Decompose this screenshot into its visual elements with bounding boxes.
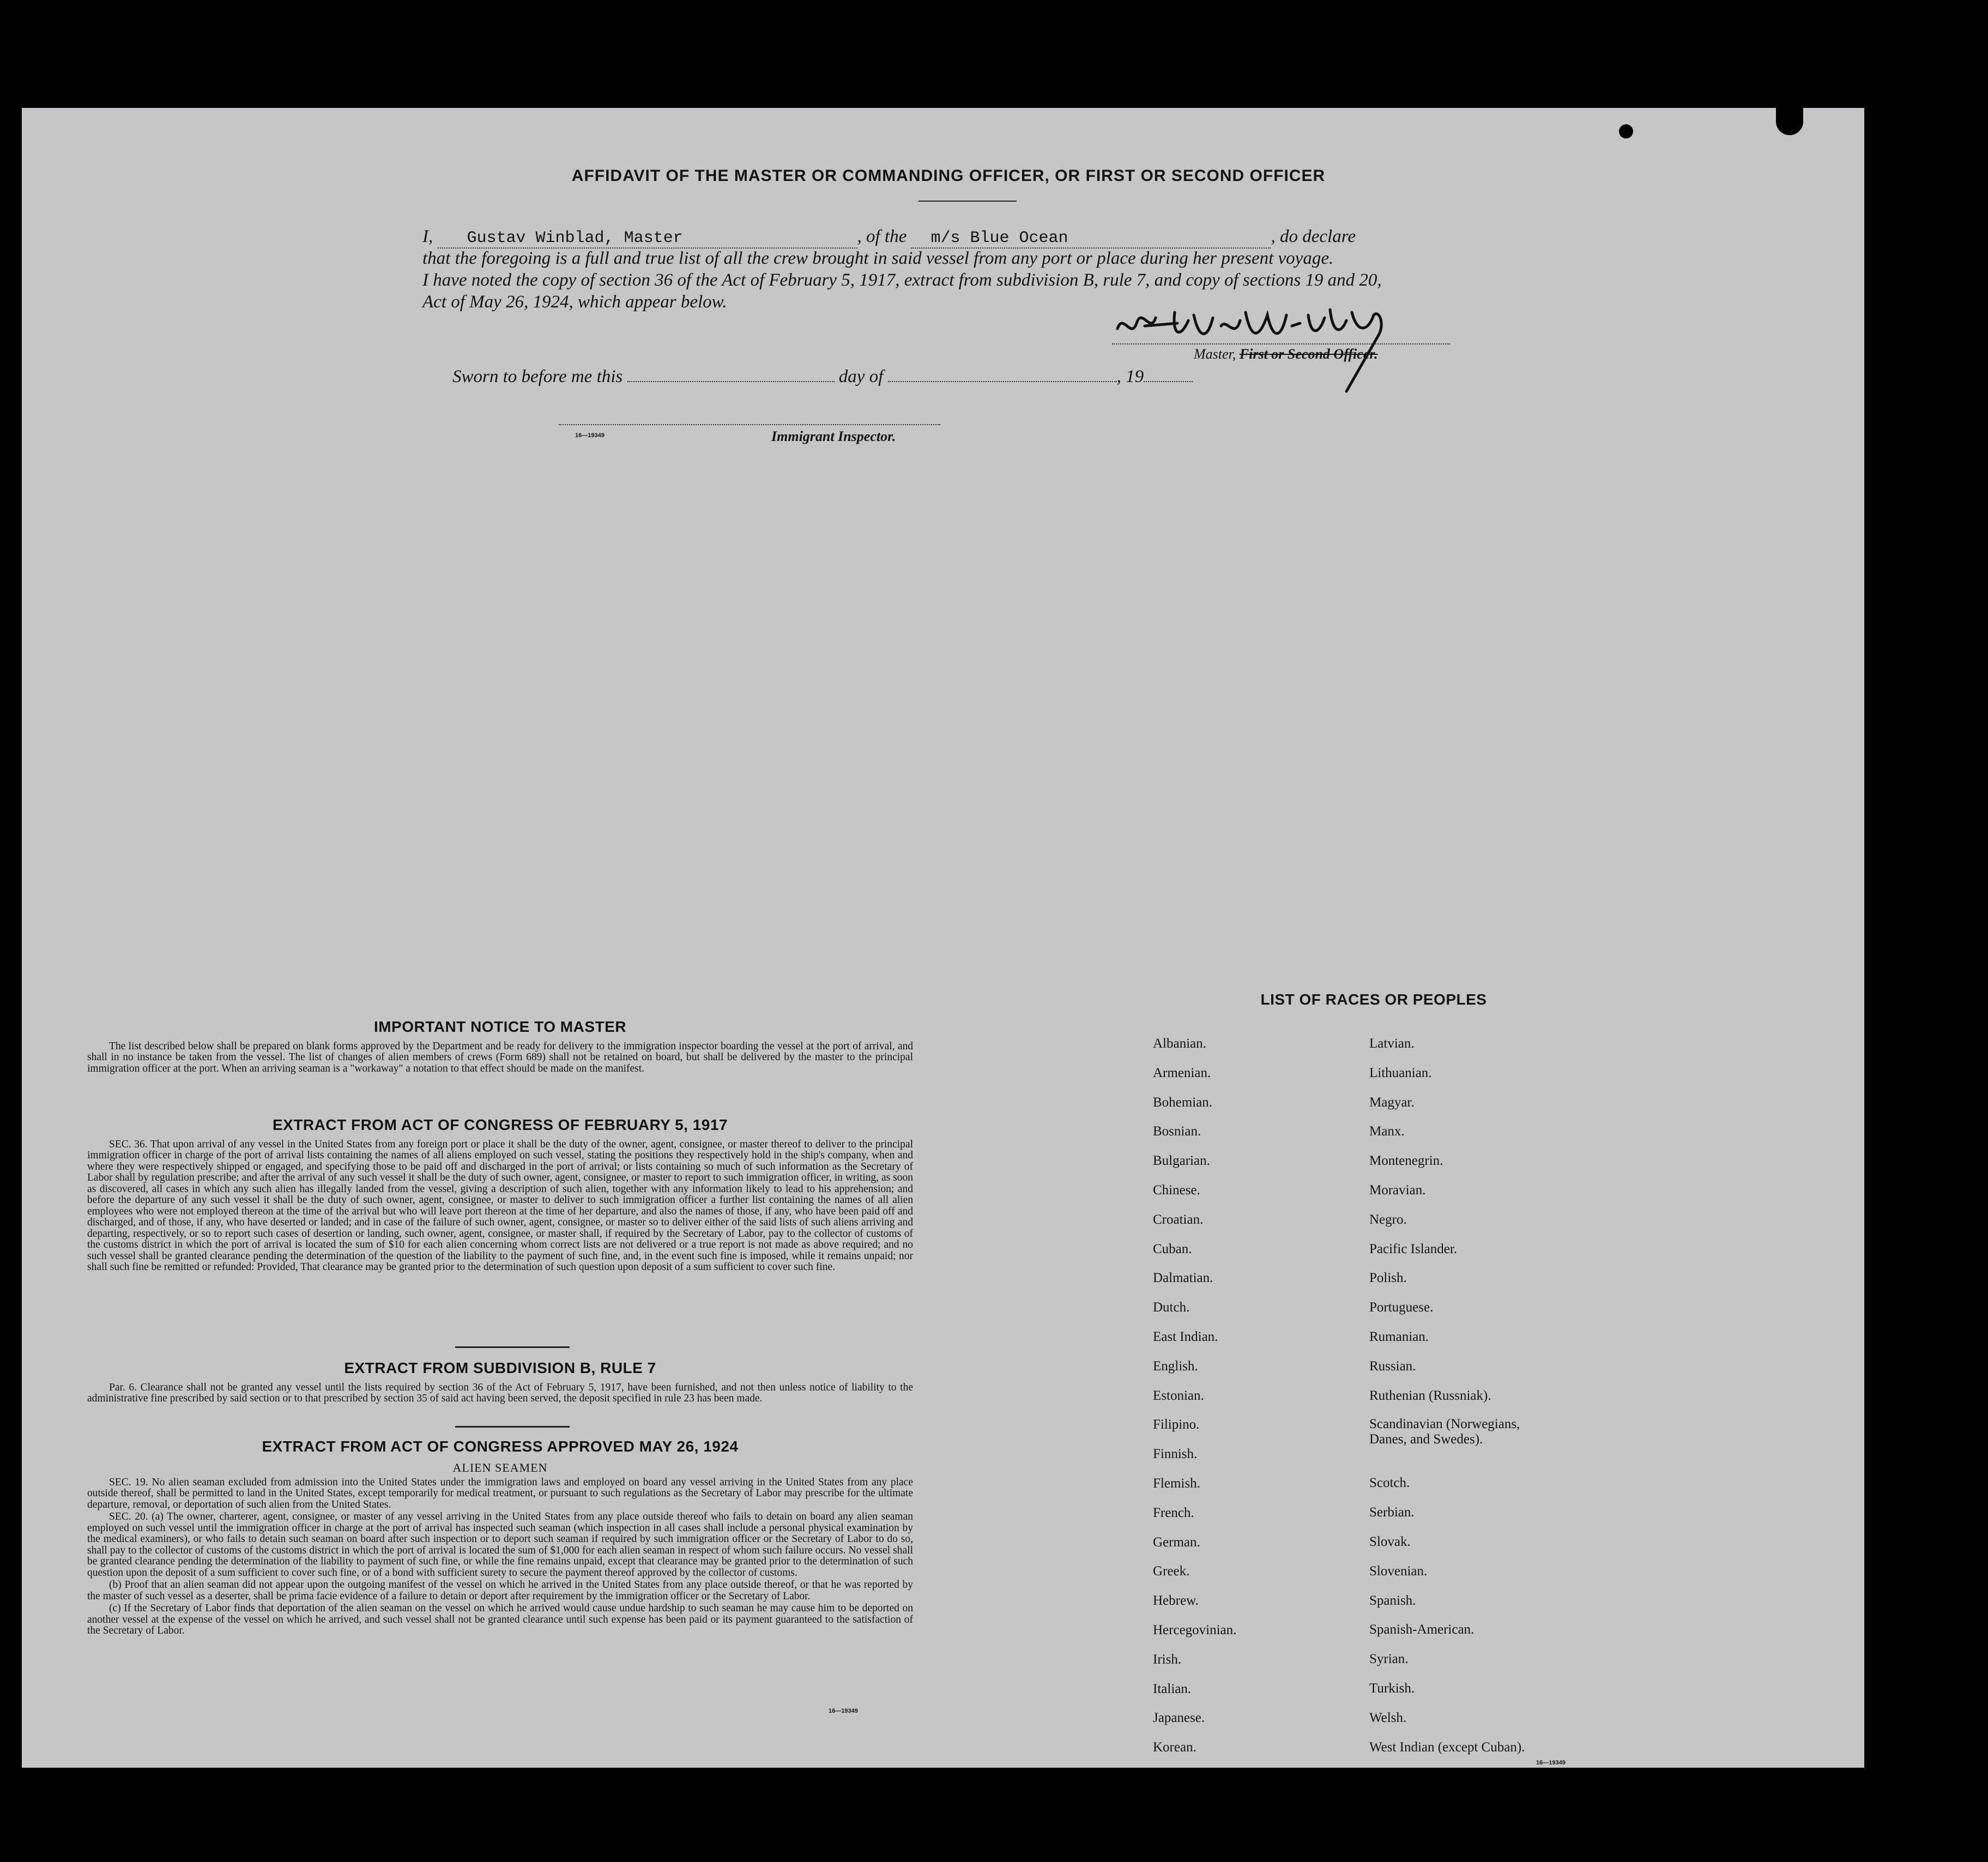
race-item: Pacific Islander.: [1369, 1241, 1458, 1256]
declaration-line-3: I have noted the copy of section 36 of the Act of February 5, 1917, extract from subdivision B, rule 7, and copy of sections 19 and 20,: [422, 270, 1382, 290]
race-item: French.: [1153, 1505, 1194, 1520]
sworn-year-blank: [1144, 368, 1193, 382]
vessel-name: m/s Blue Ocean: [930, 229, 1068, 247]
race-item: German.: [1153, 1534, 1200, 1550]
race-item: Italian.: [1153, 1681, 1192, 1696]
document-sheet: [22, 108, 1864, 1768]
race-item: Albanian.: [1153, 1036, 1206, 1051]
divider: [455, 1426, 570, 1428]
notice-paragraph: The list described below shall be prepared on blank forms approved by the Department and be ready for delivery to the immigration inspector boarding the vessel at the port of arrival, and shall in no instance be taken from the vessel. The list of changes of alien members of crews (Form 689) shall not be retained on board, but shall be delivered by the master to the principal immigration officer at the port. When an arriving seaman is a "workaway" a notation to that effect should be made on the manifest.: [87, 1041, 913, 1074]
sworn-line: [452, 367, 1193, 387]
race-item: Lithuanian.: [1369, 1065, 1432, 1080]
race-item: Latvian.: [1369, 1036, 1415, 1051]
rule-7-paragraph: Par. 6. Clearance shall not be granted any vessel until the lists required by section 36 of the Act of February 5, 1917, have been furnished, and not then unless notice of liability to the administrative fine prescribed by said section or to that prescribed by section 35 of said act having been served, the deposit specified in rule 23 has been made.: [87, 1382, 913, 1405]
race-item: Syrian.: [1369, 1652, 1409, 1667]
section-20b-paragraph: (b) Proof that an alien seaman did not appear upon the outgoing manifest of the vessel on which he arrived in the United States from any place outside thereof, or that he was reported by the master of such vessel as a deserter, shall be prima facie evidence of a failure to detain or deport after requirement by the immigration officer or the Secretary of Labor.: [87, 1579, 913, 1602]
punch-hole: [1776, 108, 1803, 135]
sworn-day-label: day of: [838, 367, 884, 386]
sworn-month-blank: [888, 368, 1117, 382]
divider: [455, 1346, 570, 1348]
declaration-prefix: I,: [422, 227, 433, 246]
notice-text: [87, 1041, 913, 1075]
race-item: Irish.: [1153, 1652, 1182, 1667]
race-item: Korean.: [1153, 1740, 1197, 1755]
races-list-left: [1153, 1036, 1236, 1769]
race-item: Japanese.: [1153, 1710, 1205, 1726]
race-item: Scandinavian (Norwegians, Danes, and Swedes).: [1369, 1417, 1520, 1447]
race-item: Bosnian.: [1153, 1124, 1201, 1139]
vessel-name-field: [911, 229, 1271, 249]
race-item: Spanish.: [1369, 1593, 1416, 1608]
race-item: Hercegovinian.: [1153, 1622, 1237, 1637]
inspector-signature-line: [559, 424, 940, 425]
race-item: Serbian.: [1369, 1505, 1415, 1520]
section-20c-paragraph: (c) If the Secretary of Labor finds that deportation of the alien seaman on the vessel on which he arrived would cause undue hardship to such seaman he may cause him to be deported on another vessel at the expense of the vessel on which he arrived, and such vessel shall not be granted clearance until such expense has been paid or its payment guaranteed to the satisfaction of the Secretary of Labor.: [87, 1603, 913, 1637]
signature-caption-master: Master,: [1194, 346, 1236, 362]
section-36-paragraph: SEC. 36. That upon arrival of any vessel in the United States from any foreign port or place it shall be the duty of the owner, agent, consignee, or master thereof to deliver to the principal immigration officer in charge of the port of arrival lists containing the names of all aliens employed on such vessel, stating the positions they respectively hold in the ship's company, when and where they were respectively shipped or engaged, and specifying those to be paid off and discharged in the port of arrival; or lists containing so much of such information as the Secretary of Labor shall by regulation prescribe; and after the arrival of any such vessel it shall be the duty of such owner, agent, consignee, or master to report to such immigration officer, in writing, as soon as discovered, all cases in which any such alien has illegally landed from the vessel, giving a description of such alien, together with any information likely to lead to his apprehension; and before the departure of any such vessel it shall be the duty of such owner, agent, consignee, or master to deliver to such immigration officer a further list containing the names of all alien employees who were not employed thereon at the time of the arrival but who will leave port thereon at the time of her departure, and also the names of those, if any, who have been paid off and discharged, and of those, if any, who have deserted or landed; and in case of the failure of such owner, agent, consignee, or master so to deliver either of the said lists of such aliens arriving and departing, respectively, or so to report such cases of desertion or landing, such owner, agent, consignee, or master shall, if required by the Secretary of Labor, pay to the collector of customs of the customs district in which the port of arrival is located the sum of $10 for each alien concerning whom correct lists are not delivered or a true report is not made as above required; and no such vessel shall be granted clearance pending the determination of the question of the liability to the payment of such fine, and, in the event such fine is imposed, while it remains unpaid; nor shall such fine be remitted or refunded: Provided, That clearance may be granted prior to the determination of such question upon deposit of a sum sufficient to cover such fine.: [87, 1139, 913, 1273]
race-item: Dutch.: [1153, 1300, 1190, 1315]
extract-rule7-heading: EXTRACT FROM SUBDIVISION B, RULE 7: [344, 1359, 656, 1376]
divider: [919, 201, 1017, 202]
race-item: Croatian.: [1153, 1212, 1204, 1227]
race-item: Greek.: [1153, 1564, 1190, 1579]
declaration-mid: , of the: [857, 227, 907, 246]
declaration-line-2: that the foregoing is a full and true list of all the crew brought in said vessel from any port or place during her present voyage.: [422, 249, 1334, 268]
affidavit-title: AFFIDAVIT OF THE MASTER OR COMMANDING OFFICER, OR FIRST OR SECOND OFFICER: [571, 167, 1326, 185]
race-item: Polish.: [1369, 1271, 1407, 1286]
race-item: Cuban.: [1153, 1241, 1192, 1256]
alien-seamen-heading: ALIEN SEAMEN: [452, 1461, 548, 1474]
race-item: Montenegrin.: [1369, 1153, 1443, 1169]
signature-caption: [1194, 346, 1378, 362]
race-item: Chinese.: [1153, 1182, 1200, 1198]
sworn-day-blank: [627, 368, 835, 382]
race-item: Filipino.: [1153, 1417, 1200, 1432]
race-item: Scotch.: [1369, 1476, 1410, 1491]
extract-1924-text: [87, 1477, 913, 1638]
race-item: Portuguese.: [1369, 1300, 1434, 1315]
race-item: Russian.: [1369, 1358, 1416, 1374]
declaration-suffix: , do declare: [1271, 227, 1356, 246]
form-number: 16—19349: [829, 1708, 858, 1714]
extract-1924-heading: EXTRACT FROM ACT OF CONGRESS APPROVED MAY 26, 1924: [262, 1438, 739, 1455]
race-item: East Indian.: [1153, 1329, 1218, 1344]
race-item: Manx.: [1369, 1124, 1405, 1139]
race-item: Rumanian.: [1369, 1329, 1429, 1344]
section-19-paragraph: SEC. 19. No alien seaman excluded from admission into the United States under the immigration laws and employed on board any vessel arriving in the United States from any place outside thereof, shall be permitted to land in the United States, except temporarily for medical treatment, or pursuant to such regulations as the Secretary of Labor may prescribe for the ultimate departure, removal, or deportation of such alien from the United States.: [87, 1477, 913, 1510]
declaration-line-4: Act of May 26, 1924, which appear below.: [422, 292, 727, 312]
race-item: Slovak.: [1369, 1534, 1411, 1549]
signature-line: [1112, 343, 1450, 344]
extract-1917-text: [87, 1139, 913, 1274]
notice-heading: IMPORTANT NOTICE TO MASTER: [373, 1018, 627, 1035]
race-item: Hebrew.: [1153, 1593, 1199, 1609]
race-item: Bohemian.: [1153, 1095, 1213, 1110]
race-item: English.: [1153, 1358, 1198, 1374]
race-item: Turkish.: [1369, 1680, 1415, 1696]
punch-hole: [1619, 124, 1633, 138]
races-list-right: [1369, 1036, 1549, 1768]
race-item: Armenian.: [1153, 1065, 1211, 1080]
race-item: Welsh.: [1369, 1710, 1407, 1725]
race-item: West Indian (except Cuban).: [1369, 1739, 1525, 1755]
declaration-line-1: [422, 227, 1513, 249]
race-item: Moravian.: [1369, 1182, 1426, 1198]
race-item: Estonian.: [1153, 1388, 1204, 1403]
inspector-caption: Immigrant Inspector.: [771, 428, 896, 444]
race-item: Spanish-American.: [1369, 1622, 1475, 1637]
race-item: Bulgarian.: [1153, 1153, 1210, 1169]
master-name-field: [438, 229, 857, 249]
form-number: 16—19349: [575, 432, 605, 439]
form-number: 16—19349: [1536, 1760, 1566, 1766]
section-20a-paragraph: SEC. 20. (a) The owner, charterer, agent, consignee, or master of any vessel arriving in the United States from any place outside thereof who fails to detain on board any alien seaman employed on such vessel until the immigration officer in charge at the port of arrival has inspected such seaman (which inspection in all cases shall include a personal physical examination by the medical examiners), or who fails to detain such seaman on board after such inspection or to deport such seaman if required by such immigration officer or the Secretary of Labor to do so, shall pay to the collector of customs of the customs district in which the port of arrival is located the sum of $1,000 for each alien seaman in respect of whom such failure occurs. No vessel shall be granted clearance pending the determination of the liability to payment of such fine, or while the fine remains unpaid, except that clearance may be granted prior to the determination of such question upon the deposit of a sum sufficient to cover such fine, or of a bond with sufficient surety to secure the payment thereof approved by the collector of customs.: [87, 1511, 913, 1579]
race-item: Ruthenian (Russniak).: [1369, 1388, 1491, 1403]
sworn-year-label: , 19: [1116, 367, 1144, 386]
sworn-prefix: Sworn to before me this: [452, 367, 623, 386]
races-heading: LIST OF RACES OR PEOPLES: [1260, 991, 1487, 1008]
extract-1917-heading: EXTRACT FROM ACT OF CONGRESS OF FEBRUARY 5, 1917: [272, 1116, 728, 1133]
race-item: Flemish.: [1153, 1476, 1200, 1491]
race-item: Magyar.: [1369, 1095, 1415, 1110]
extract-rule7-text: [87, 1382, 913, 1406]
master-name: Gustav Winblad, Master: [467, 229, 683, 247]
signature-caption-struck: First or Second Officer.: [1239, 346, 1378, 362]
race-item: Negro.: [1369, 1212, 1407, 1227]
race-item: Slovenian.: [1369, 1563, 1428, 1579]
race-item: Finnish.: [1153, 1447, 1198, 1462]
race-item: Dalmatian.: [1153, 1271, 1213, 1286]
